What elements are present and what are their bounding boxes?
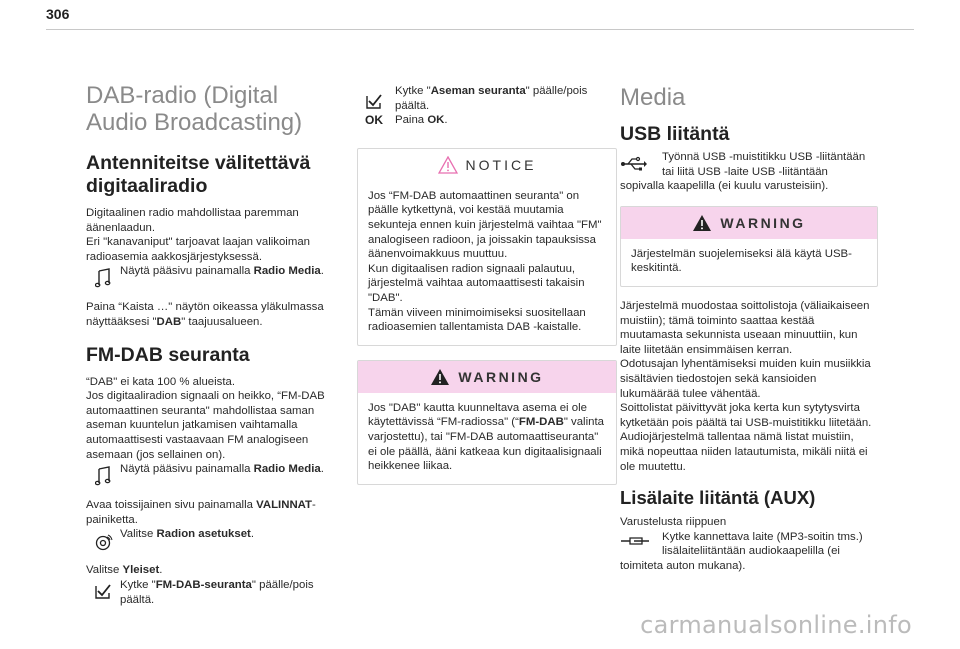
antenna-heading: Antenniteitse välitettävä digitaaliradio: [86, 152, 311, 197]
antenna-paragraph: Digitaalinen radio mahdollistaa paremman äänenlaadun. Eri "kanavaniput" tarjoavat laajan valikoiman radioasemia aakkosjärjestyksessä.: [86, 207, 310, 263]
aux-line-1: Kytke kannettava laite (MP3-soitin tms.): [662, 530, 863, 543]
column-1: [86, 78, 344, 607]
warning-box-col3: [620, 206, 878, 287]
notice-box: [357, 148, 617, 346]
warning-triangle-icon: [692, 214, 712, 232]
warning-triangle-icon: [430, 368, 450, 386]
usb-heading: USB liitäntä: [620, 123, 730, 145]
warning-header: [621, 207, 877, 239]
notice-title: NOTICE: [465, 156, 537, 173]
music-note-icon: [86, 462, 120, 486]
step-station-tracking: OK Kytke "Aseman seuranta" päälle/pois päältä. Paina OK.: [357, 84, 617, 128]
aux-jack-icon: [620, 530, 662, 559]
playlist-paragraph: Järjestelmä muodostaa soittolistoja (väliaikaiseen muistiin); tämä toiminto saattaa kestää muutamasta sekunnista useaan minuuttiin, kun laite liitetään ensimmäisen kerran. Odotusajan lyhentämiseksi muiden kuin musiikkia sisältävien tiedostojen sekä kansioiden lukumäärää tulee vähentää. Soittolistat päivittyvät joka kerta kun sytytysvirta kytketään pois päältä tai USB-muistitikku liitetään. Audiojärjestelmä tallentaa nämä listat muistiin, mikä nopeuttaa niiden latautumista, mikäli niitä ei ole muutettu.: [620, 299, 872, 473]
checkbox-toggle-icon: [86, 578, 120, 600]
usb-line-1: Työnnä USB -muistitikku USB -liitäntään: [662, 151, 866, 163]
warning-triangle-icon: [438, 156, 458, 174]
aux-line-3: toimiteta auton mukana).: [620, 559, 746, 572]
usb-instructions: [620, 150, 878, 194]
aux-line-2: lisälaiteliitäntään audiokaapelilla (ei: [662, 545, 840, 558]
step-radio-settings: Valitse Radion asetukset.: [86, 527, 344, 551]
general-paragraph: Valitse Yleiset.: [86, 564, 163, 577]
usb-line-2: tai liitä USB -laite USB -liitäntään: [662, 165, 828, 178]
top-rule: [46, 29, 914, 30]
warning-title: WARNING: [720, 214, 806, 231]
column-3: [620, 78, 878, 573]
notice-body: Jos “FM-DAB automaattinen seuranta" on päälle kytkettynä, voi kestää muutamia sekunteja ennen kuin järjestelmä vaihtaa "FM" analogiseen radioon, ja joissakin tapauksissa äänenvoimakkuus muuttuu. Kun digitaalisen radion signaali palautuu, järjestelmä vaihtaa automaattisesti takaisin "DAB". Tämän viiveen minimoimiseksi suositellaan radioasemien tallentamista DAB -kaistalle.: [368, 189, 602, 334]
watermark: carmanualsonline.info: [640, 611, 912, 639]
step-fm-dab-toggle: Kytke "FM-DAB-seuranta" päälle/pois päältä.: [86, 578, 344, 607]
options-paragraph: Avaa toissijainen sivu painamalla VALINNAT-painiketta.: [86, 499, 316, 526]
aux-heading: Lisälaite liitäntä (AUX): [620, 487, 816, 509]
warning-header: [358, 361, 616, 393]
notice-header: [358, 149, 616, 181]
music-note-icon: [86, 264, 120, 288]
settings-gear-icon: [86, 527, 120, 551]
warning-body: Järjestelmän suojelemiseksi älä käytä USB-keskitintä.: [631, 247, 852, 275]
ok-icon-label: OK: [365, 113, 383, 127]
band-paragraph: Paina “Kaista …" näytön oikeassa yläkulmassa näyttääksesi "DAB" taajuusalueen.: [86, 301, 324, 328]
warning-box-col2: [357, 360, 617, 485]
step-radio-media-2: Näytä pääsivu painamalla Radio Media.: [86, 462, 344, 486]
usb-line-3: sopivalla kaapelilla (ei kuulu varusteisiin).: [620, 180, 829, 193]
step-radio-media-1: Näytä pääsivu painamalla Radio Media.: [86, 264, 344, 288]
aux-line-0: Varustelusta riippuen: [620, 516, 727, 529]
usb-icon: [620, 150, 662, 179]
column-2: [357, 84, 617, 485]
warning-body: Jos "DAB" kautta kuunneltava asema ei ole käytettävissä “FM-radiossa" (“FM-DAB" valinta varjostettu), tai "FM-DAB automaattiseuranta" ei ole päällä, ääni katkeaa kun digitaalisignaali heikkenee liikaa.: [368, 401, 604, 473]
ok-button-icon: [357, 84, 391, 127]
fm-dab-paragraph: “DAB" ei kata 100 % alueista. Jos digitaaliradion signaali on heikko, “FM-DAB automaattinen seuranta" mahdollistaa saman aseman kuuntelun jatkamisen vaihtamalla automaattisesti vastaavaan FM analogiseen asemaan (jos sellainen on).: [86, 375, 325, 461]
warning-title: WARNING: [458, 368, 544, 385]
fm-dab-heading: FM-DAB seuranta: [86, 343, 250, 366]
dab-title: DAB-radio (Digital Audio Broadcasting): [86, 82, 303, 136]
page-number: 306: [46, 6, 70, 22]
media-title: Media: [620, 84, 686, 111]
